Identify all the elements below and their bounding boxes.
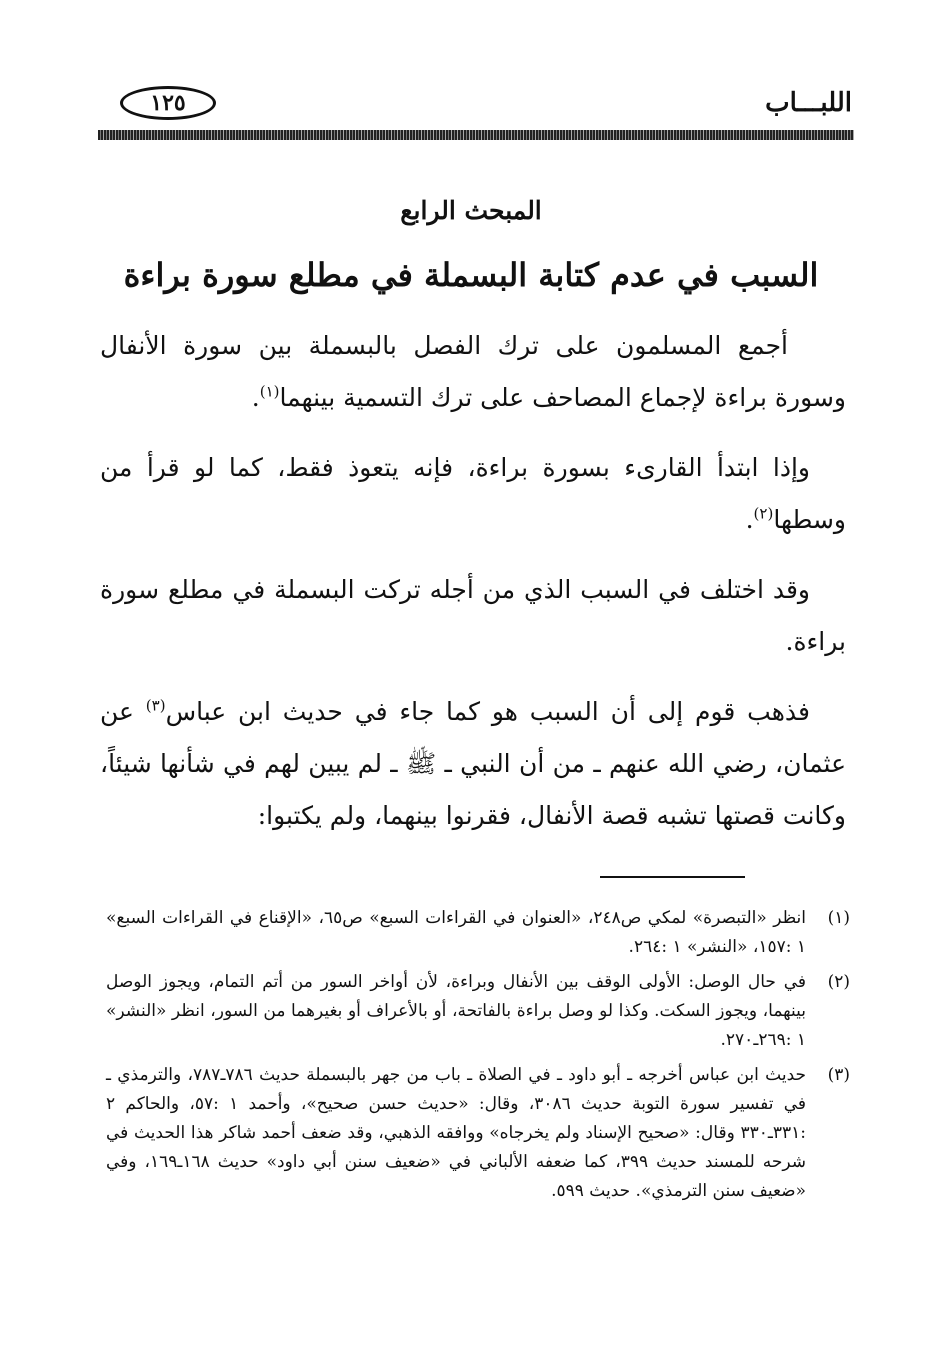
footnote-ref-1: (١) bbox=[259, 382, 280, 401]
running-header-title: اللبـــاب bbox=[765, 88, 852, 118]
paragraph-2: وإذا ابتدأ القارىء بسورة براءة، فإنه يتعوذ فقط، كما لو قرأ من وسطها$^{(٢)}$. bbox=[100, 453, 846, 534]
footnote-text: في حال الوصل: الأولى الوقف بين الأنفال وبراءة، لأن أواخر السور من أتم التمام، ويجوز الوصل بينهما، ويجوز السكت. وكذا لو وصل براءة بالفاتحة، أو بالأعراف أو بغيرهما من السور، انظر «النشر» ١ :٢٦٩ـ٢٧٠. bbox=[106, 972, 806, 1050]
body-text bbox=[100, 320, 846, 860]
page-number-badge bbox=[120, 86, 216, 120]
footnote-separator bbox=[600, 876, 745, 878]
paragraph-4: فذهب قوم إلى أن السبب هو كما جاء في حديث ابن عباس$^{(٣)}$ عن عثمان، رضي الله عنهم ـ من أن النبي ـ ﷺ ـ لم يبين لهم في شأنها شيئاً، وكانت قصتها تشبه قصة الأنفال، فقرنوا بينهما، ولم يكتبوا: bbox=[100, 696, 846, 830]
footnote-ref-3: (٣) bbox=[145, 696, 166, 715]
paragraph-3: وقد اختلف في السبب الذي من أجله تركت البسملة في مطلع سورة براءة. bbox=[100, 575, 846, 656]
footnote-1 bbox=[106, 904, 850, 962]
footnote-3 bbox=[106, 1061, 850, 1206]
footnote-number: (٢) bbox=[827, 972, 850, 992]
footnote-2 bbox=[106, 968, 850, 1055]
paragraph-1: أجمع المسلمون على ترك الفصل بالبسملة بين سورة الأنفال وسورة براءة لإجماع المصاحف على ترك التسمية بينهما$^{(١)}$. bbox=[100, 331, 846, 412]
footnote-number: (١) bbox=[827, 908, 850, 928]
footnote-text: حديث ابن عباس أخرجه ـ أبو داود ـ في الصلاة ـ باب من جهر بالبسملة حديث ٧٨٦ـ٧٨٧، والترمذي ـ في تفسير سورة التوبة حديث ٣٠٨٦، وقال: «حديث حسن صحيح»، وأحمد ١ :٥٧، والحاكم ٢ :٣٣١ـ٣٣٠ وقال: «صحيح الإسناد ولم يخرجاه» ووافقه الذهبي، وقد ضعف أحمد شاكر هذا الحديث في شرحه للمسند حديث ٣٩٩، كما ضعفه الألباني في «ضعيف سنن أبي داود» حديث ١٦٨ـ١٦٩، وفي «ضعيف سنن الترمذي». حديث ٥٩٩. bbox=[106, 1065, 807, 1201]
footnote-ref-2: (٢) bbox=[753, 504, 774, 523]
chapter-title: السبب في عدم كتابة البسملة في مطلع سورة براءة bbox=[123, 256, 819, 294]
footnote-number: (٣) bbox=[827, 1065, 850, 1085]
header-rule bbox=[98, 130, 854, 140]
page-number: ١٢٥ bbox=[150, 90, 186, 116]
footnotes bbox=[106, 904, 850, 1212]
footnote-text: انظر «التبصرة» لمكي ص٢٤٨، «العنوان في القراءات السبع» ص٦٥، «الإقناع في القراءات السبع» ١ :١٥٧، «النشر» ١ :٢٦٤. bbox=[106, 908, 806, 957]
section-heading: المبحث الرابع bbox=[400, 196, 542, 225]
